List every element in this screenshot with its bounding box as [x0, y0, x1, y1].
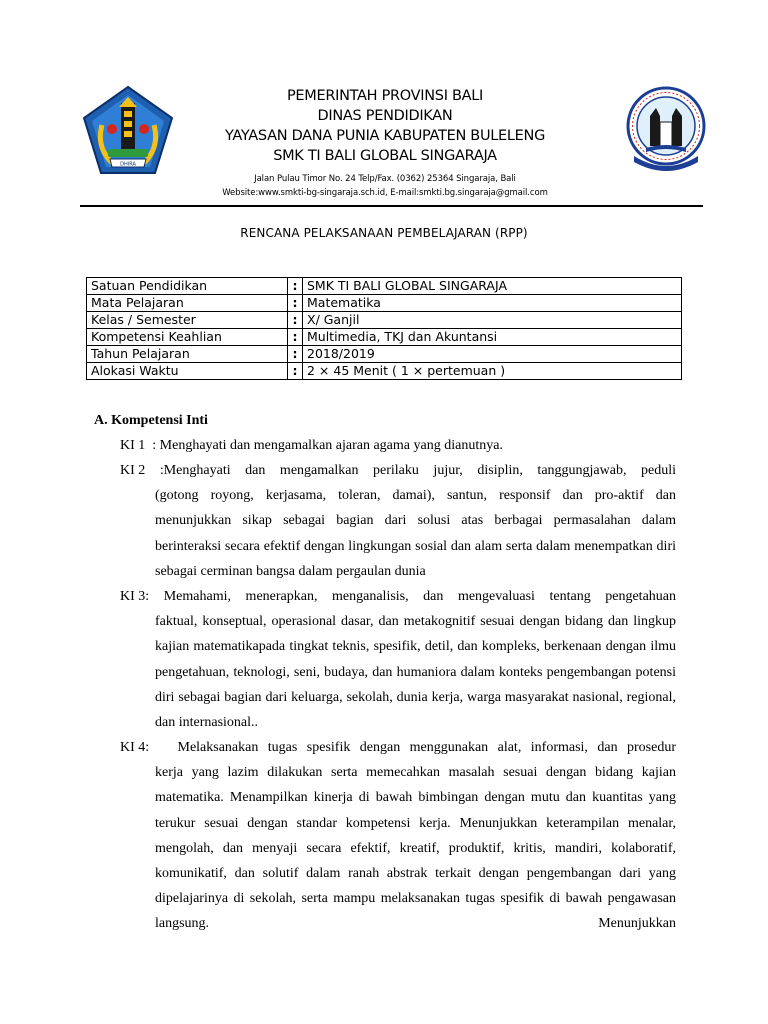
emblem-ribbon-text: DHIRA [120, 161, 136, 168]
identity-value: 2018/2019 [303, 346, 682, 363]
ki-1-label: KI 1 [120, 438, 146, 453]
letterhead-line-2: DINAS PENDIDIKAN [317, 108, 453, 124]
identity-colon: : [288, 295, 303, 312]
table-row [87, 363, 682, 380]
section-heading: A. Kompetensi Inti [94, 413, 208, 428]
identity-label: Satuan Pendidikan [87, 278, 288, 295]
table-row [87, 312, 682, 329]
identity-colon: : [288, 346, 303, 363]
letterhead-address: Jalan Pulau Timor No. 24 Telp/Fax. (0362) 25364 Singaraja, Bali [254, 174, 516, 184]
identity-label: Tahun Pelajaran [87, 346, 288, 363]
ki-2-text-rest: (gotong royong, kerjasama, toleran, damai), santun, responsif dan pro-aktif dan menunjukkan sikap sebagai bagian dari solusi atas berbagai permasalahan dalam berinteraksi secara efektif dengan lingkungan sosial dan alam serta dalam menempatkan diri sebagai cerminan bangsa dalam pergaulan dunia [155, 488, 676, 579]
identity-value: X/ Ganjil [303, 312, 682, 329]
document-title: RENCANA PELAKSANAAN PEMBELAJARAN (RPP) [240, 226, 528, 240]
ki-4-text-first: Melaksanakan tugas spesifik dengan menggunakan alat, informasi, dan prosedur [149, 740, 677, 755]
identity-label: Mata Pelajaran [87, 295, 288, 312]
ki-4-first-line [120, 735, 676, 760]
ki-1-paragraph [120, 433, 676, 458]
ki-3-paragraph [120, 584, 676, 735]
identity-value: Matematika [303, 295, 682, 312]
ki-4-label: KI 4: [120, 740, 150, 755]
bali-province-emblem-icon [82, 85, 174, 175]
letterhead-line-3: YAYASAN DANA PUNIA KABUPATEN BULELENG [224, 128, 546, 144]
table-row [87, 278, 682, 295]
table-row [87, 346, 682, 363]
school-emblem-icon [626, 86, 706, 172]
identity-table [86, 277, 682, 380]
header-divider [80, 205, 703, 207]
identity-label: Alokasi Waktu [87, 363, 288, 380]
ki-2-paragraph [120, 458, 676, 584]
ki-3-label: KI 3: [120, 589, 150, 604]
ki-3-first-line [120, 584, 676, 609]
ki-1-text: : Menghayati dan mengamalkan ajaran agama yang dianutnya. [145, 438, 503, 453]
identity-value: 2 × 45 Menit ( 1 × pertemuan ) [303, 363, 682, 380]
ki-1-row [120, 433, 676, 458]
ki-2-first-line [120, 458, 676, 483]
ki-2-label: KI 2 [120, 463, 146, 478]
identity-colon: : [288, 329, 303, 346]
ki-3-text-rest: faktual, konseptual, operasional dasar, dan metakognitif sesuai dengan bidang dan lingkup kajian matematikapada tingkat teknis, spesifik, detil, dan kompleks, berkenaan dengan ilmu pengetahuan, teknologi, seni, budaya, dan humaniora dalam konteks pengembangan potensi diri sebagai bagian dari keluarga, sekolah, dunia kerja, warga masyarakat nasional, regional, dan internasional.. [155, 614, 676, 731]
ki-3-text-first: Memahami, menerapkan, menganalisis, dan mengevaluasi tentang pengetahuan [149, 589, 676, 604]
identity-value: SMK TI BALI GLOBAL SINGARAJA [303, 278, 682, 295]
ki-2-text-first: :Menghayati dan mengamalkan perilaku jujur, disiplin, tanggungjawab, peduli [145, 463, 677, 478]
table-row [87, 329, 682, 346]
letterhead-line-4: SMK TI BALI GLOBAL SINGARAJA [273, 148, 497, 164]
table-row [87, 295, 682, 312]
identity-label: Kompetensi Keahlian [87, 329, 288, 346]
letterhead-website: Website:www.smkti-bg-singaraja.sch.id, E-mail:smkti.bg.singaraja@gmail.com [222, 188, 548, 198]
identity-value: Multimedia, TKJ dan Akuntansi [303, 329, 682, 346]
ki-4-paragraph [120, 735, 676, 937]
identity-label: Kelas / Semester [87, 312, 288, 329]
letterhead-line-1: PEMERINTAH PROVINSI BALI [286, 88, 484, 104]
ki-4-text-rest: kerja yang lazim dilakukan serta memecahkan masalah sesuai dengan bidang kajian matematika. Menampilkan kinerja di bawah bimbingan dengan mutu dan kuantitas yang terukur sesuai dengan standar kompetensi kerja. Menunjukkan keterampilan menalar, mengolah, dan menyaji secara efektif, kreatif, produktif, kritis, mandiri, kolaboratif, komunikatif, dan solutif dalam ranah abstrak terkait dengan pengembangan dari yang dipelajarinya di sekolah, serta mampu melaksanakan tugas spesifik di bawah pengawasan langsung. Menunjukkan [155, 765, 676, 932]
letterhead [180, 86, 590, 200]
identity-colon: : [288, 363, 303, 380]
identity-colon: : [288, 312, 303, 329]
identity-colon: : [288, 278, 303, 295]
